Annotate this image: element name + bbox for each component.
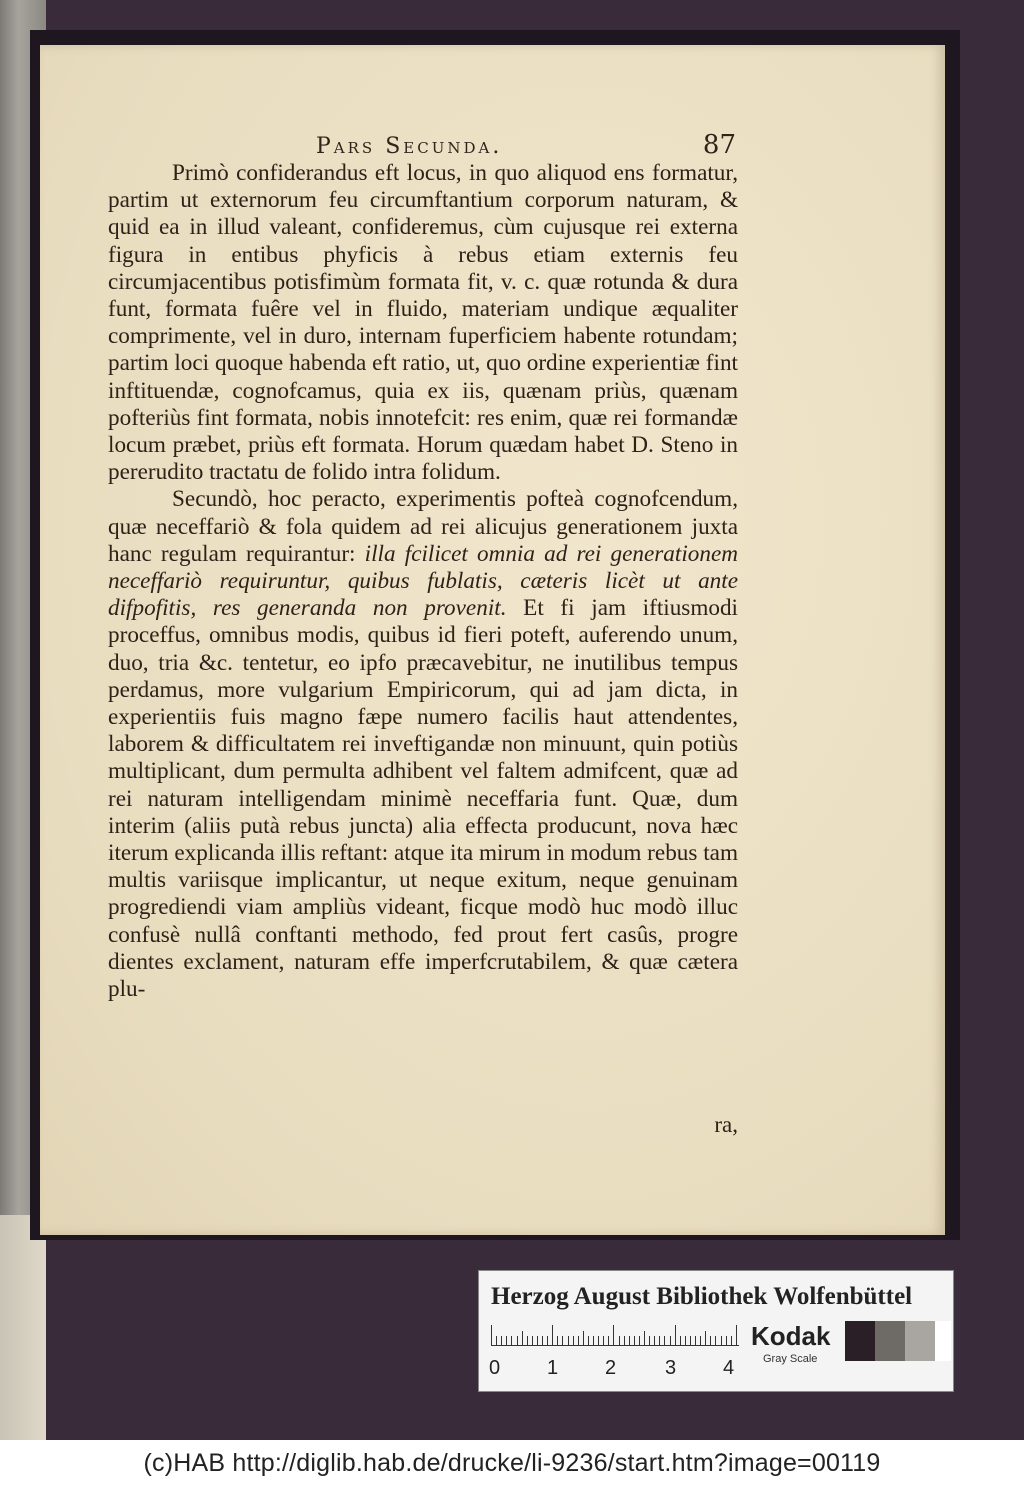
ruler-number-0: 0 — [489, 1357, 501, 1379]
ruler-tick — [532, 1336, 533, 1345]
paragraph-2-italic: illa fcilicet omnia ad rei generationem neceffariò requiruntur, quibus fublatis, cæteris licèt ut ante difpofitis, res generanda non provenit. — [108, 540, 739, 622]
ruler-tick — [496, 1336, 497, 1345]
running-title: Pars Secunda. — [316, 134, 503, 159]
ruler-tick — [608, 1336, 609, 1345]
ruler-number-1: 1 — [547, 1357, 559, 1379]
paragraph-2-end: Et fi jam iftiusmodi proceffus, omnibus modis, quibus id fieri poteft, auferendo unum, duo, tria &c. tentetur, eo ipfo præcavebitur, ne inutilibus tempus perdamus, more vulgarium Empiricorum, qui ad jam dicta, in experientiis fuis magno fæpe numero facilis haut attendentes, laborem & difficultatem rei inveftigandæ non minuunt, quin potiùs multiplicant, dum permulta adhibent vel faltem admifcent, quæ ad rei naturam intelligendam minimè neceffaria funt. Quæ, dum interim (aliis putà rebus juncta) alia effecta producunt, nova hæc iterum explicanda illis reftant: atque ita mirum in modum rebus tam multis variisque implicantur, ut neque exitum, neque genuinam progrediendi viam ampliùs videant, ficque modò huc modò illuc confusè nullâ conftanti methodo, fed prout fert casûs, progre dientes exclament, naturam effe imperfcrutabilem, & quæ cætera plu- — [108, 595, 739, 1003]
ruler-tick — [619, 1336, 620, 1345]
ruler-tick — [731, 1336, 732, 1345]
ruler-tick — [588, 1336, 589, 1345]
ruler-tick — [654, 1336, 655, 1345]
color-target-card — [478, 1270, 954, 1392]
ruler-tick — [685, 1336, 686, 1345]
ruler-tick — [700, 1336, 701, 1345]
ruler-tick — [644, 1331, 645, 1345]
ruler-tick — [511, 1336, 512, 1345]
catchword: ra, — [714, 1112, 738, 1137]
ruler-tick — [659, 1336, 660, 1345]
ruler-tick — [736, 1325, 737, 1345]
ruler-number-3: 3 — [665, 1357, 677, 1379]
page-number: 87 — [702, 130, 736, 160]
ruler-tick — [573, 1336, 574, 1345]
ruler-tick — [634, 1336, 635, 1345]
ruler-tick — [726, 1336, 727, 1345]
gray-swatch-2 — [875, 1321, 905, 1361]
ruler-tick — [639, 1336, 640, 1345]
gray-swatch-1 — [845, 1321, 875, 1361]
ruler-tick — [501, 1336, 502, 1345]
gray-scale-label: Gray Scale — [763, 1353, 818, 1365]
ruler — [491, 1325, 739, 1346]
ruler-number-2: 2 — [605, 1357, 617, 1379]
ruler-tick — [710, 1336, 711, 1345]
paragraph-1: Primò confiderandus eft locus, in quo aliquod ens formatur, partim ut externorum feu circumftantium corporum naturam, & quid ea in illud valeant, confideremus, cùm cujusque rei externa figura in entibus phyficis à rebus etiam externis feu circumjacentibus potisfimùm formata fit, v. c. quæ rotunda & dura funt, formata fuêre vel in fluido, materiam undique æqualiter comprimente, vel in duro, internam fuperficiem habente rotundam; partim loci quoque habenda eft ratio, ut, quo ordine experientiæ fint inftituendæ, cognofcamus, quia ex iis, quænam priùs, quænam pofteriùs fint formata, nobis innotefcit: res enim, quæ rei formandæ locum præbet, priùs eft formata. Horum quædam habet D. Steno in pererudito tractatu de folido intra folidum. — [108, 160, 738, 486]
ruler-tick — [552, 1325, 553, 1345]
ruler-tick — [603, 1336, 604, 1345]
ruler-tick — [568, 1336, 569, 1345]
adjacent-leaf — [0, 1215, 46, 1440]
ruler-tick — [593, 1336, 594, 1345]
ruler-tick — [542, 1336, 543, 1345]
gray-swatch-3 — [905, 1321, 935, 1361]
ruler-tick — [664, 1336, 665, 1345]
ruler-tick — [680, 1336, 681, 1345]
ruler-tick — [522, 1331, 523, 1345]
body-text — [108, 160, 738, 1003]
ruler-tick — [527, 1336, 528, 1345]
ruler-number-4: 4 — [723, 1357, 735, 1379]
paragraph-2 — [108, 486, 738, 1003]
ruler-tick — [670, 1336, 671, 1345]
ruler-tick — [690, 1336, 691, 1345]
ruler-tick — [506, 1336, 507, 1345]
ruler-tick — [578, 1336, 579, 1345]
gray-swatch-4 — [935, 1321, 951, 1361]
ruler-tick — [547, 1336, 548, 1345]
ruler-tick — [537, 1336, 538, 1345]
ruler-tick — [557, 1336, 558, 1345]
ruler-tick — [583, 1331, 584, 1345]
ruler-tick — [629, 1336, 630, 1345]
kodak-logo: Kodak — [751, 1321, 831, 1351]
ruler-tick — [624, 1336, 625, 1345]
ruler-tick — [721, 1336, 722, 1345]
paragraph-2-start: Secundò, hoc peracto, experimentis pofteà cognofcendum, quæ neceffariò & fola quidem ad rei alicujus generationem juxta hanc regulam requirantur: — [108, 486, 738, 567]
ruler-tick — [715, 1336, 716, 1345]
footer-credit: (c)HAB http://diglib.hab.de/drucke/li-9236/start.htm?image=00119 — [143, 1449, 881, 1477]
ruler-tick — [675, 1325, 676, 1345]
ruler-tick — [562, 1336, 563, 1345]
ruler-tick — [613, 1325, 614, 1345]
ruler-tick — [598, 1336, 599, 1345]
ruler-tick — [695, 1336, 696, 1345]
ruler-tick — [705, 1331, 706, 1345]
ruler-tick — [491, 1325, 492, 1345]
ruler-tick — [517, 1336, 518, 1345]
ruler-tick — [649, 1336, 650, 1345]
library-name: Herzog August Bibliothek Wolfenbüttel — [491, 1283, 913, 1310]
